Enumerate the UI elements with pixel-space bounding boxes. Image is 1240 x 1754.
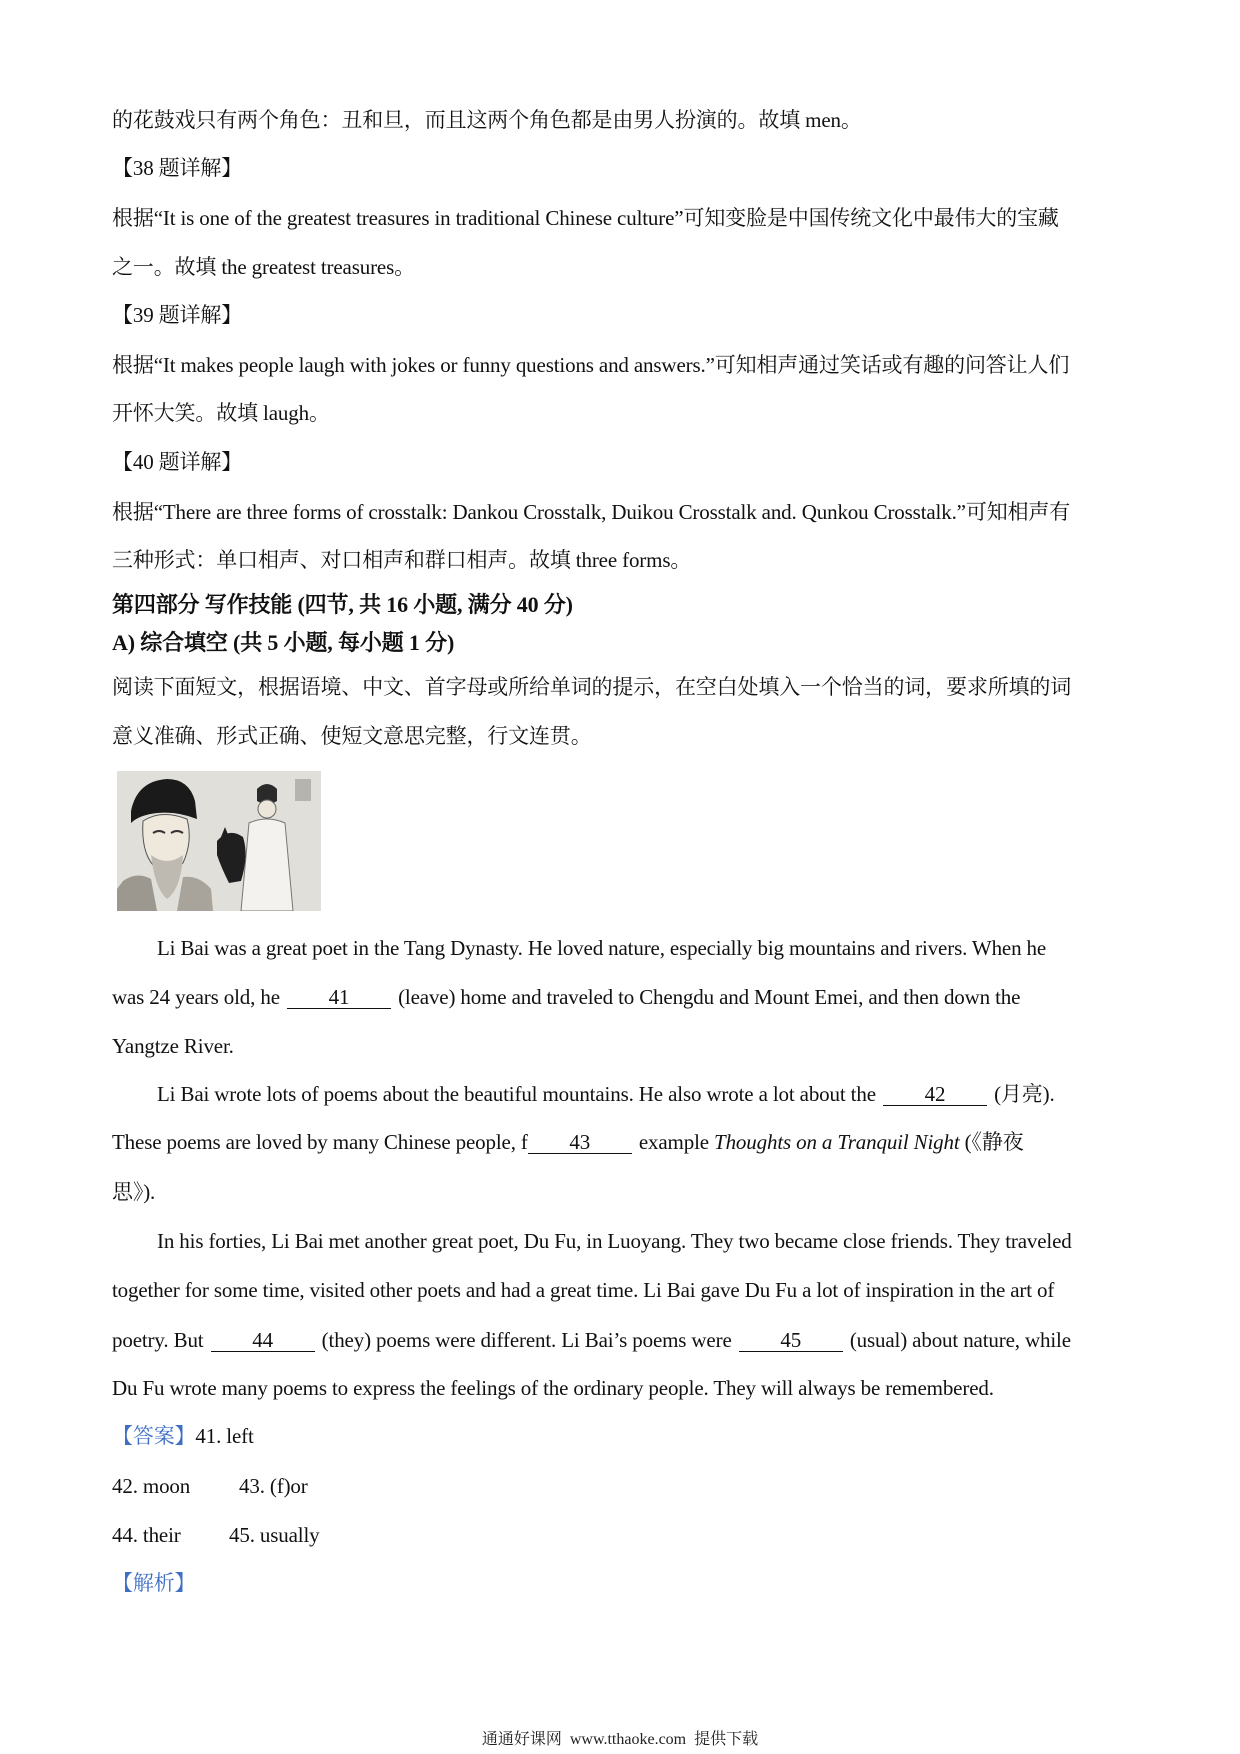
q38-explanation-line: 之一。故填 the greatest treasures。 [112,255,415,279]
answer-44: 44. their [112,1523,181,1547]
passage-line: Li Bai was a great poet in the Tang Dynasty. He loved nature, especially big mountains and rivers. When he [157,936,1047,960]
passage-text: Li Bai wrote lots of poems about the beautiful mountains. He also wrote a lot about the [157,1082,881,1106]
q38-explanation-line: 根据“It is one of the greatest treasures in traditional Chinese culture”可知变脸是中国传统文化中最伟大的宝藏 [112,206,1059,230]
passage-text: (《静夜 [959,1130,1024,1154]
answer-45: 45. usually [229,1523,320,1547]
passage-line: 思》). [112,1180,156,1204]
passage-text: example [633,1130,715,1154]
li-bai-portrait-image [117,771,321,911]
passage-line: Du Fu wrote many poems to express the feelings of the ordinary people. They will always be remembered. [112,1376,994,1400]
passage-text: These poems are loved by many Chinese people, f [112,1130,528,1154]
q39-heading: 【39 题详解】 [112,303,243,327]
sub-title: A) 综合填空 (共 5 小题, 每小题 1 分) [112,630,455,655]
passage-line [157,1080,1055,1108]
q40-heading: 【40 题详解】 [112,450,243,474]
answer-label: 【答案】 [112,1424,196,1448]
q40-explanation-line: 三种形式：单口相声、对口相声和群口相声。故填 three forms。 [112,548,692,572]
blank-42: 42 [883,1083,987,1106]
part-title: 第四部分 写作技能 (四节, 共 16 小题, 满分 40 分) [112,592,573,617]
q39-explanation-line: 根据“It makes people laugh with jokes or funny questions and answers.”可知相声通过笑话或有趣的问答让人们 [112,353,1070,377]
q39-explanation-line: 开怀大笑。故填 laugh。 [112,401,330,425]
instructions-line: 阅读下面短文，根据语境、中文、首字母或所给单词的提示，在空白处填入一个恰当的词，要求所填的词 [112,675,1072,699]
answer-43: 43. (f)or [239,1474,308,1498]
passage-line: In his forties, Li Bai met another great poet, Du Fu, in Luoyang. They two became close friends. They traveled [157,1229,1072,1253]
q38-heading: 【38 题详解】 [112,156,243,180]
passage-line [112,1326,1071,1354]
answer-41: 41. left [195,1424,254,1448]
page-footer: 通通好课网 www.tthaoke.com 提供下载 [481,1731,759,1748]
passage-text: (usual) about nature, while [844,1328,1071,1352]
answer-line [112,1422,254,1450]
explanation-line: 的花鼓戏只有两个角色：丑和旦，而且这两个角色都是由男人扮演的。故填 men。 [112,108,862,132]
passage-text: (月亮). [988,1082,1055,1106]
blank-43: 43 [528,1131,632,1154]
answer-line [112,1472,412,1500]
answer-line [112,1521,412,1549]
analysis-label: 【解析】 [112,1571,196,1595]
blank-44: 44 [211,1329,315,1352]
passage-text: (they) poems were different. Li Bai’s poems were [316,1328,737,1352]
passage-text: poetry. But [112,1328,209,1352]
answer-42: 42. moon [112,1474,191,1498]
passage-line [112,983,1020,1011]
blank-41: 41 [287,986,391,1009]
q40-explanation-line: 根据“There are three forms of crosstalk: Dankou Crosstalk, Duikou Crosstalk and. Qunkou Crosstalk.”可知相声有 [112,500,1071,524]
passage-text: (leave) home and traveled to Chengdu and Mount Emei, and then down the [392,985,1021,1009]
passage-line [112,1128,1024,1156]
poem-title: Thoughts on a Tranquil Night [714,1130,960,1154]
passage-line: Yangtze River. [112,1034,234,1058]
blank-45: 45 [739,1329,843,1352]
passage-line: together for some time, visited other poets and had a great time. Li Bai gave Du Fu a lot of inspiration in the art of [112,1278,1055,1302]
passage-text: was 24 years old, he [112,985,285,1009]
instructions-line: 意义准确、形式正确、使短文意思完整，行文连贯。 [112,724,592,748]
